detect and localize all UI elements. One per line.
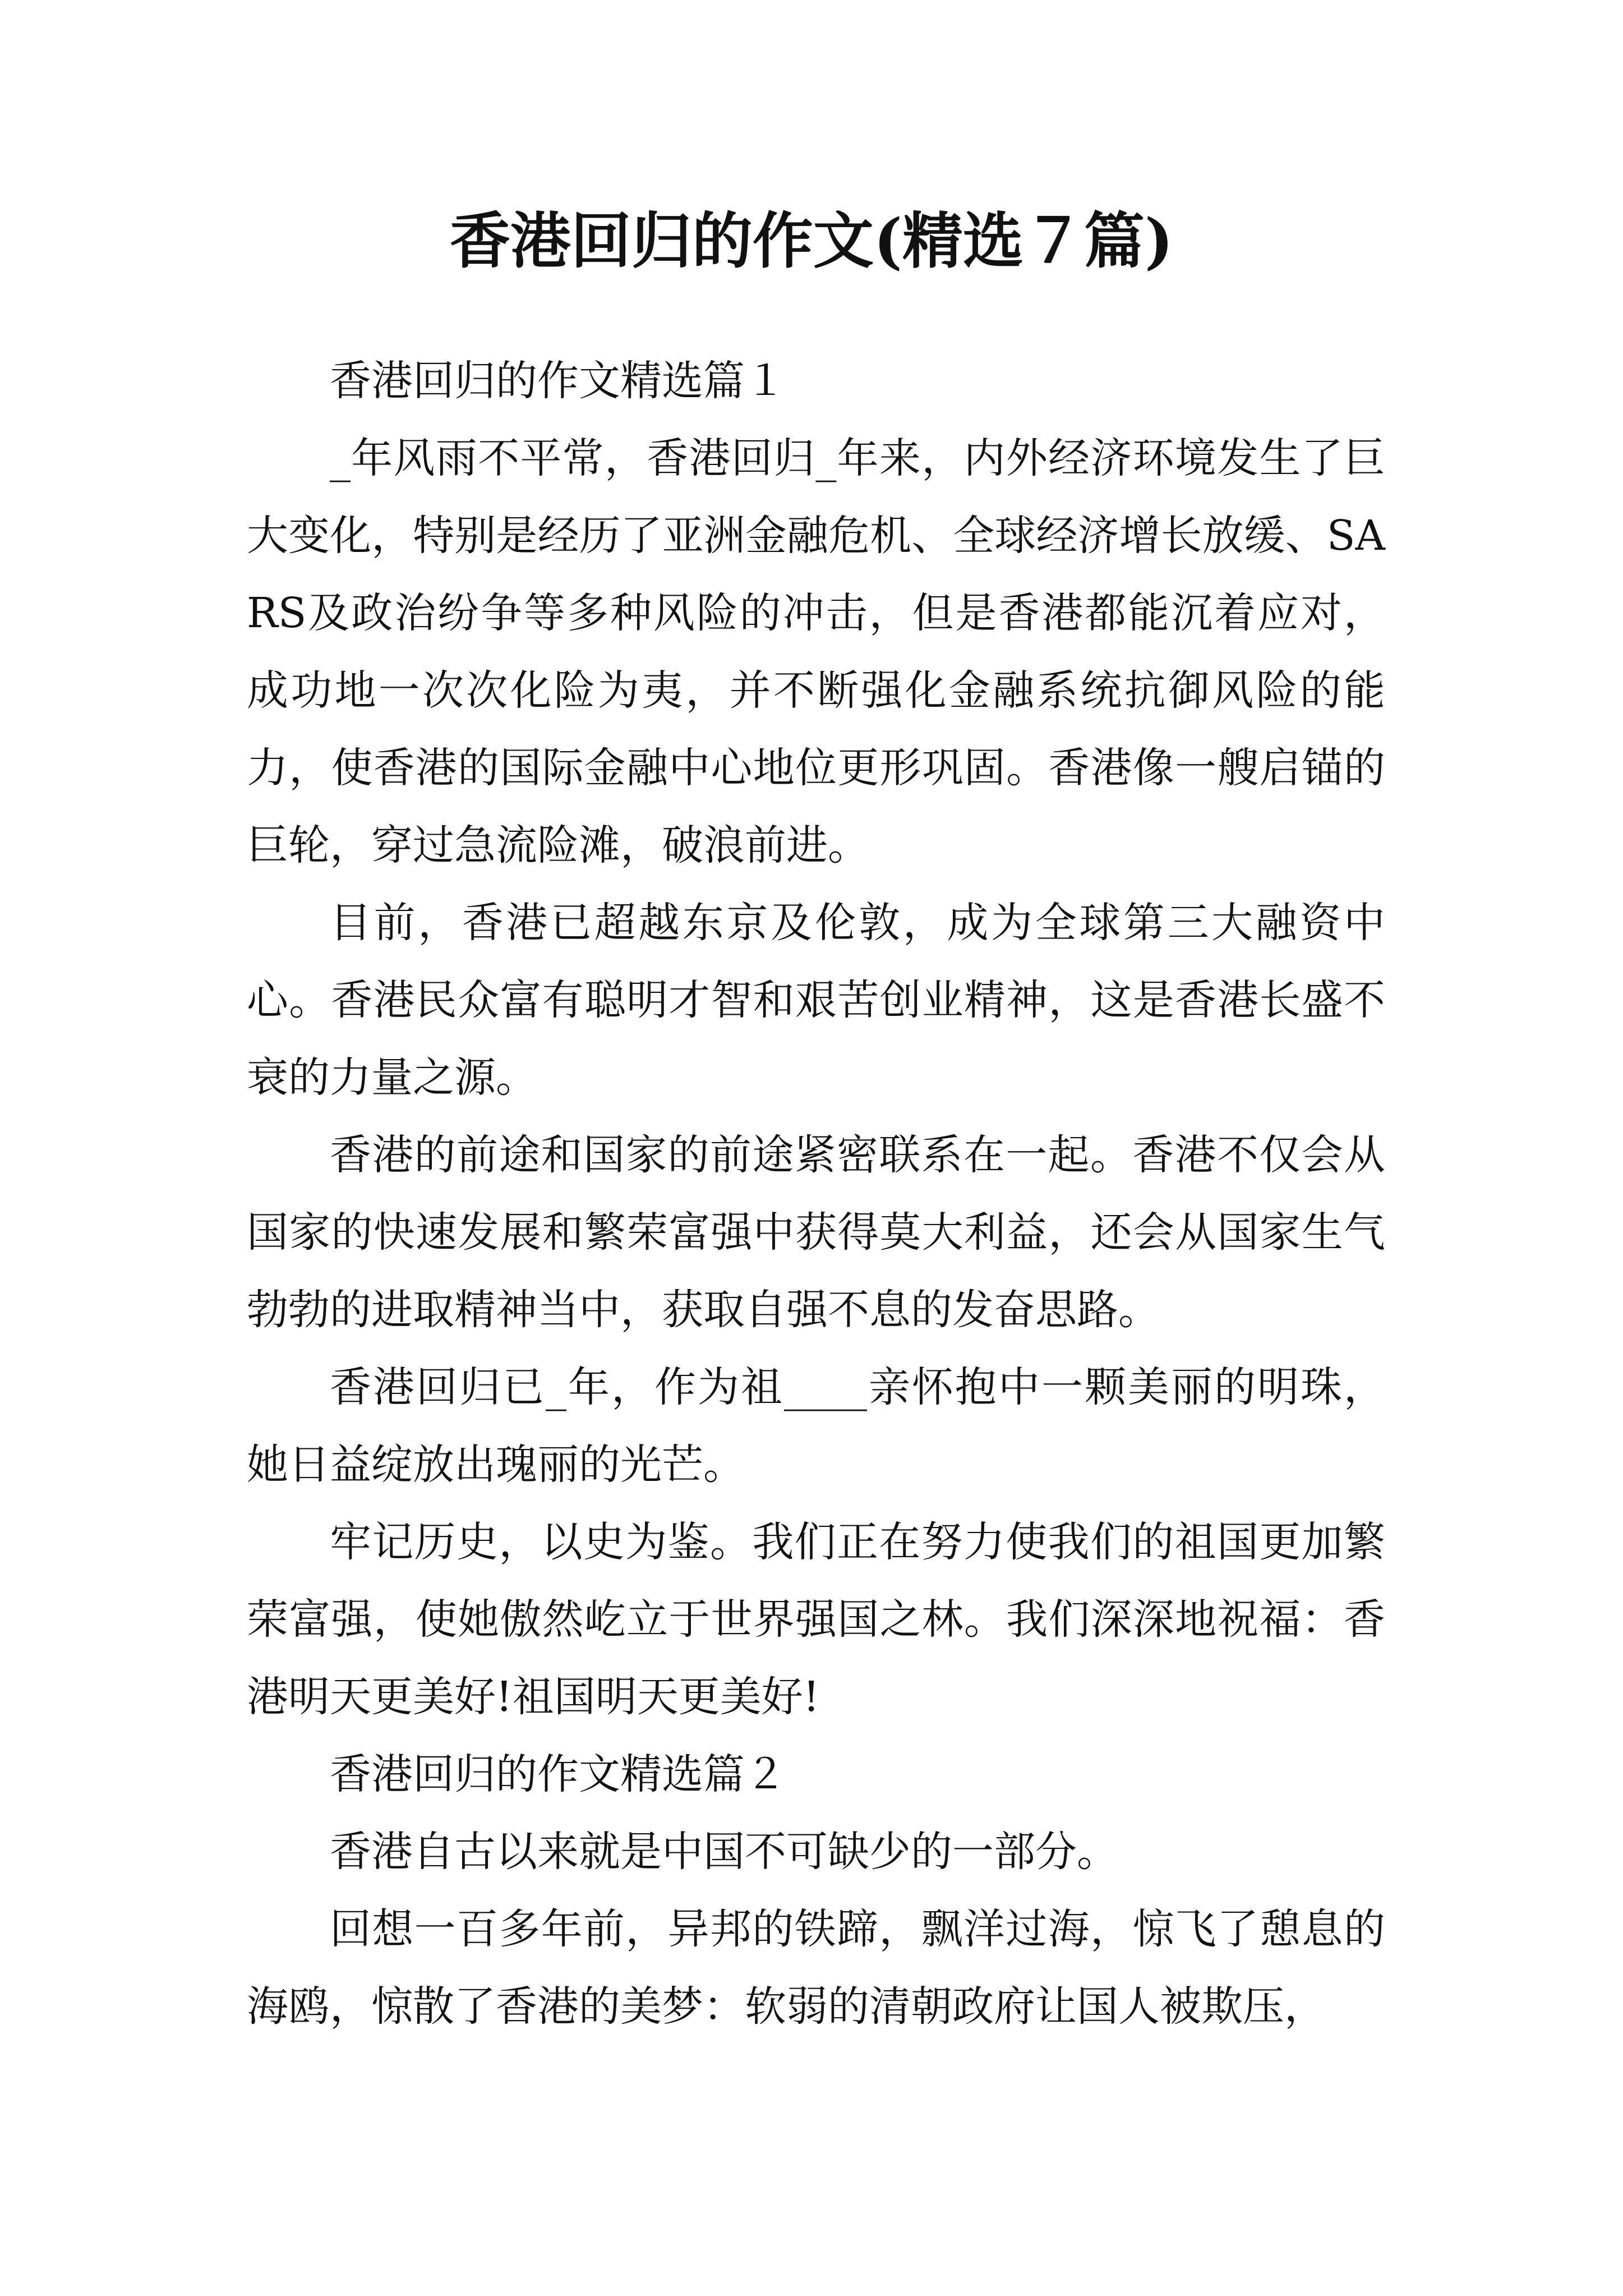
paragraph: 香港的前途和国家的前途紧密联系在一起。香港不仅会从国家的快速发展和繁荣富强中获得莫大利益，还会从国家生气勃勃的进取精神当中，获取自强不息的发奋思路。	[247, 1131, 1385, 1334]
document-body	[247, 342, 1385, 2045]
paragraph: 目前，香港已超越东京及伦敦，成为全球第三大融资中心。香港民众富有聪明才智和艰苦创业精神，这是香港长盛不衰的力量之源。	[247, 899, 1385, 1102]
paragraph: 牢记历史，以史为鉴。我们正在努力使我们的祖国更加繁荣富强，使她傲然屹立于世界强国之林。我们深深地祝福：香港明天更美好!祖国明天更美好!	[247, 1518, 1385, 1721]
document-title: 香港回归的作文(精选７篇)	[449, 206, 1174, 277]
paragraph: 回想一百多年前，异邦的铁蹄，飘洋过海，惊飞了憩息的海鸥，惊散了香港的美梦：软弱的清朝政府让国人被欺压，	[247, 1905, 1385, 2031]
paragraph: _年风雨不平常，香港回归_年来，内外经济环境发生了巨大变化，特别是经历了亚洲金融危机、全球经济增长放缓、SARS及政治纷争等多种风险的冲击，但是香港都能沉着应对，成功地一次次化险为夷，并不断强化金融系统抗御风险的能力，使香港的国际金融中心地位更形巩固。香港像一艘启锚的巨轮，穿过急流险滩，破浪前进。	[247, 434, 1385, 869]
paragraph: 香港回归已_年，作为祖____亲怀抱中一颗美丽的明珠，她日益绽放出瑰丽的光芒。	[247, 1363, 1385, 1489]
section-heading-2: 香港回归的作文精选篇２	[330, 1750, 786, 1798]
section-heading-1: 香港回归的作文精选篇１	[330, 357, 786, 405]
paragraph: 香港自古以来就是中国不可缺少的一部分。	[330, 1828, 1118, 1876]
